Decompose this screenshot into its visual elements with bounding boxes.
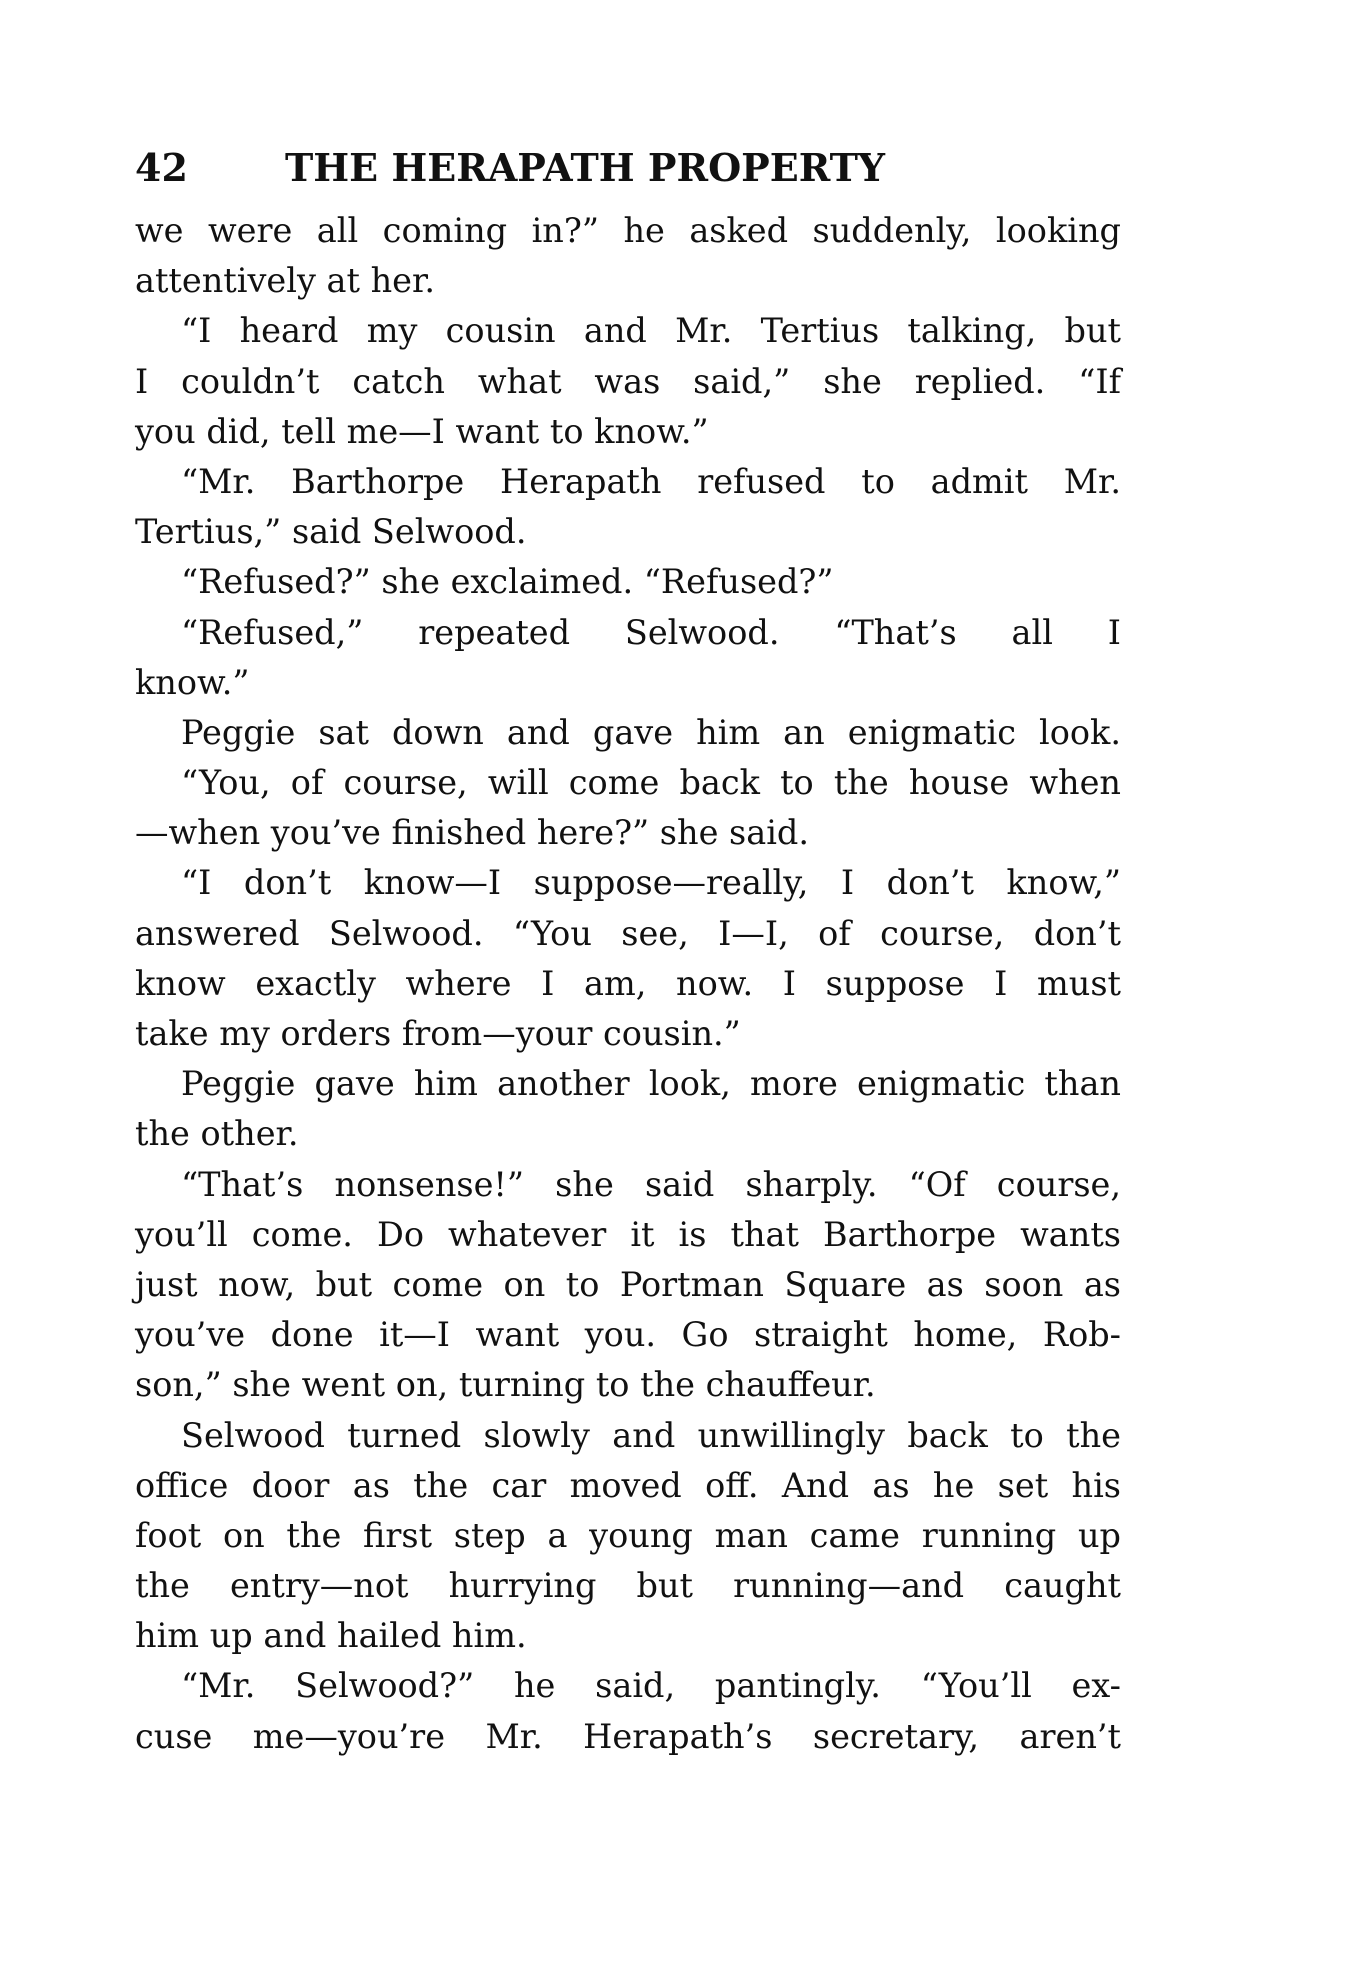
text-line: we were all coming in?” he asked suddenly, looking: [135, 211, 1121, 250]
text-line: “You, of course, will come back to the house when: [181, 763, 1121, 803]
text-line: the other.: [135, 1114, 299, 1154]
text-line: I couldn’t catch what was said,” she replied. “If: [135, 361, 1121, 401]
text-line: “Refused,” repeated Selwood. “That’s all I: [181, 612, 1121, 652]
text-line: you’ll come. Do whatever it is that Barthorpe wants: [135, 1214, 1121, 1254]
text-line: Peggie sat down and gave him an enigmatic look.: [181, 712, 1121, 752]
text-line: just now, but come on to Portman Square as soon as: [135, 1264, 1121, 1304]
text-line: you’ve done it—I want you. Go straight home, Rob-: [135, 1315, 1121, 1355]
text-line: you did, tell me—I want to know.”: [135, 411, 709, 451]
text-line: “I heard my cousin and Mr. Tertius talking, but: [181, 311, 1121, 351]
page-number: 42: [135, 145, 188, 190]
text-line: attentively at her.: [135, 261, 435, 301]
text-line: know.”: [135, 662, 250, 702]
text-line: “Mr. Selwood?” he said, pantingly. “You’ll ex-: [181, 1666, 1121, 1706]
text-line: Peggie gave him another look, more enigmatic than: [181, 1064, 1121, 1104]
text-line: son,” she went on, turning to the chauffeur.: [135, 1365, 876, 1405]
text-line: Tertius,” said Selwood.: [135, 512, 527, 552]
body-text: [135, 206, 1121, 1762]
text-line: take my orders from—your cousin.”: [135, 1014, 741, 1053]
text-line: know exactly where I am, now. I suppose I must: [135, 963, 1121, 1003]
text-line: cuse me—you’re Mr. Herapath’s secretary, aren’t: [135, 1716, 1121, 1756]
text-line: him up and hailed him.: [135, 1616, 527, 1656]
running-header: [135, 138, 1125, 198]
text-line: —when you’ve finished here?” she said.: [135, 813, 810, 853]
text-line: “Refused?” she exclaimed. “Refused?”: [181, 562, 834, 602]
text-line: the entry—not hurrying but running—and caught: [135, 1566, 1121, 1606]
text-line: “Mr. Barthorpe Herapath refused to admit Mr.: [181, 461, 1121, 501]
running-title: THE HERAPATH PROPERTY: [285, 145, 886, 190]
text-line: “I don’t know—I suppose—really, I don’t know,”: [181, 863, 1121, 903]
text-line: “That’s nonsense!” she said sharply. “Of course,: [181, 1164, 1121, 1204]
text-line: foot on the first step a young man came running up: [135, 1515, 1121, 1555]
text-line: office door as the car moved off. And as he set his: [135, 1465, 1121, 1505]
text-line: answered Selwood. “You see, I—I, of course, don’t: [135, 913, 1121, 953]
text-line: Selwood turned slowly and unwillingly back to the: [181, 1415, 1121, 1455]
